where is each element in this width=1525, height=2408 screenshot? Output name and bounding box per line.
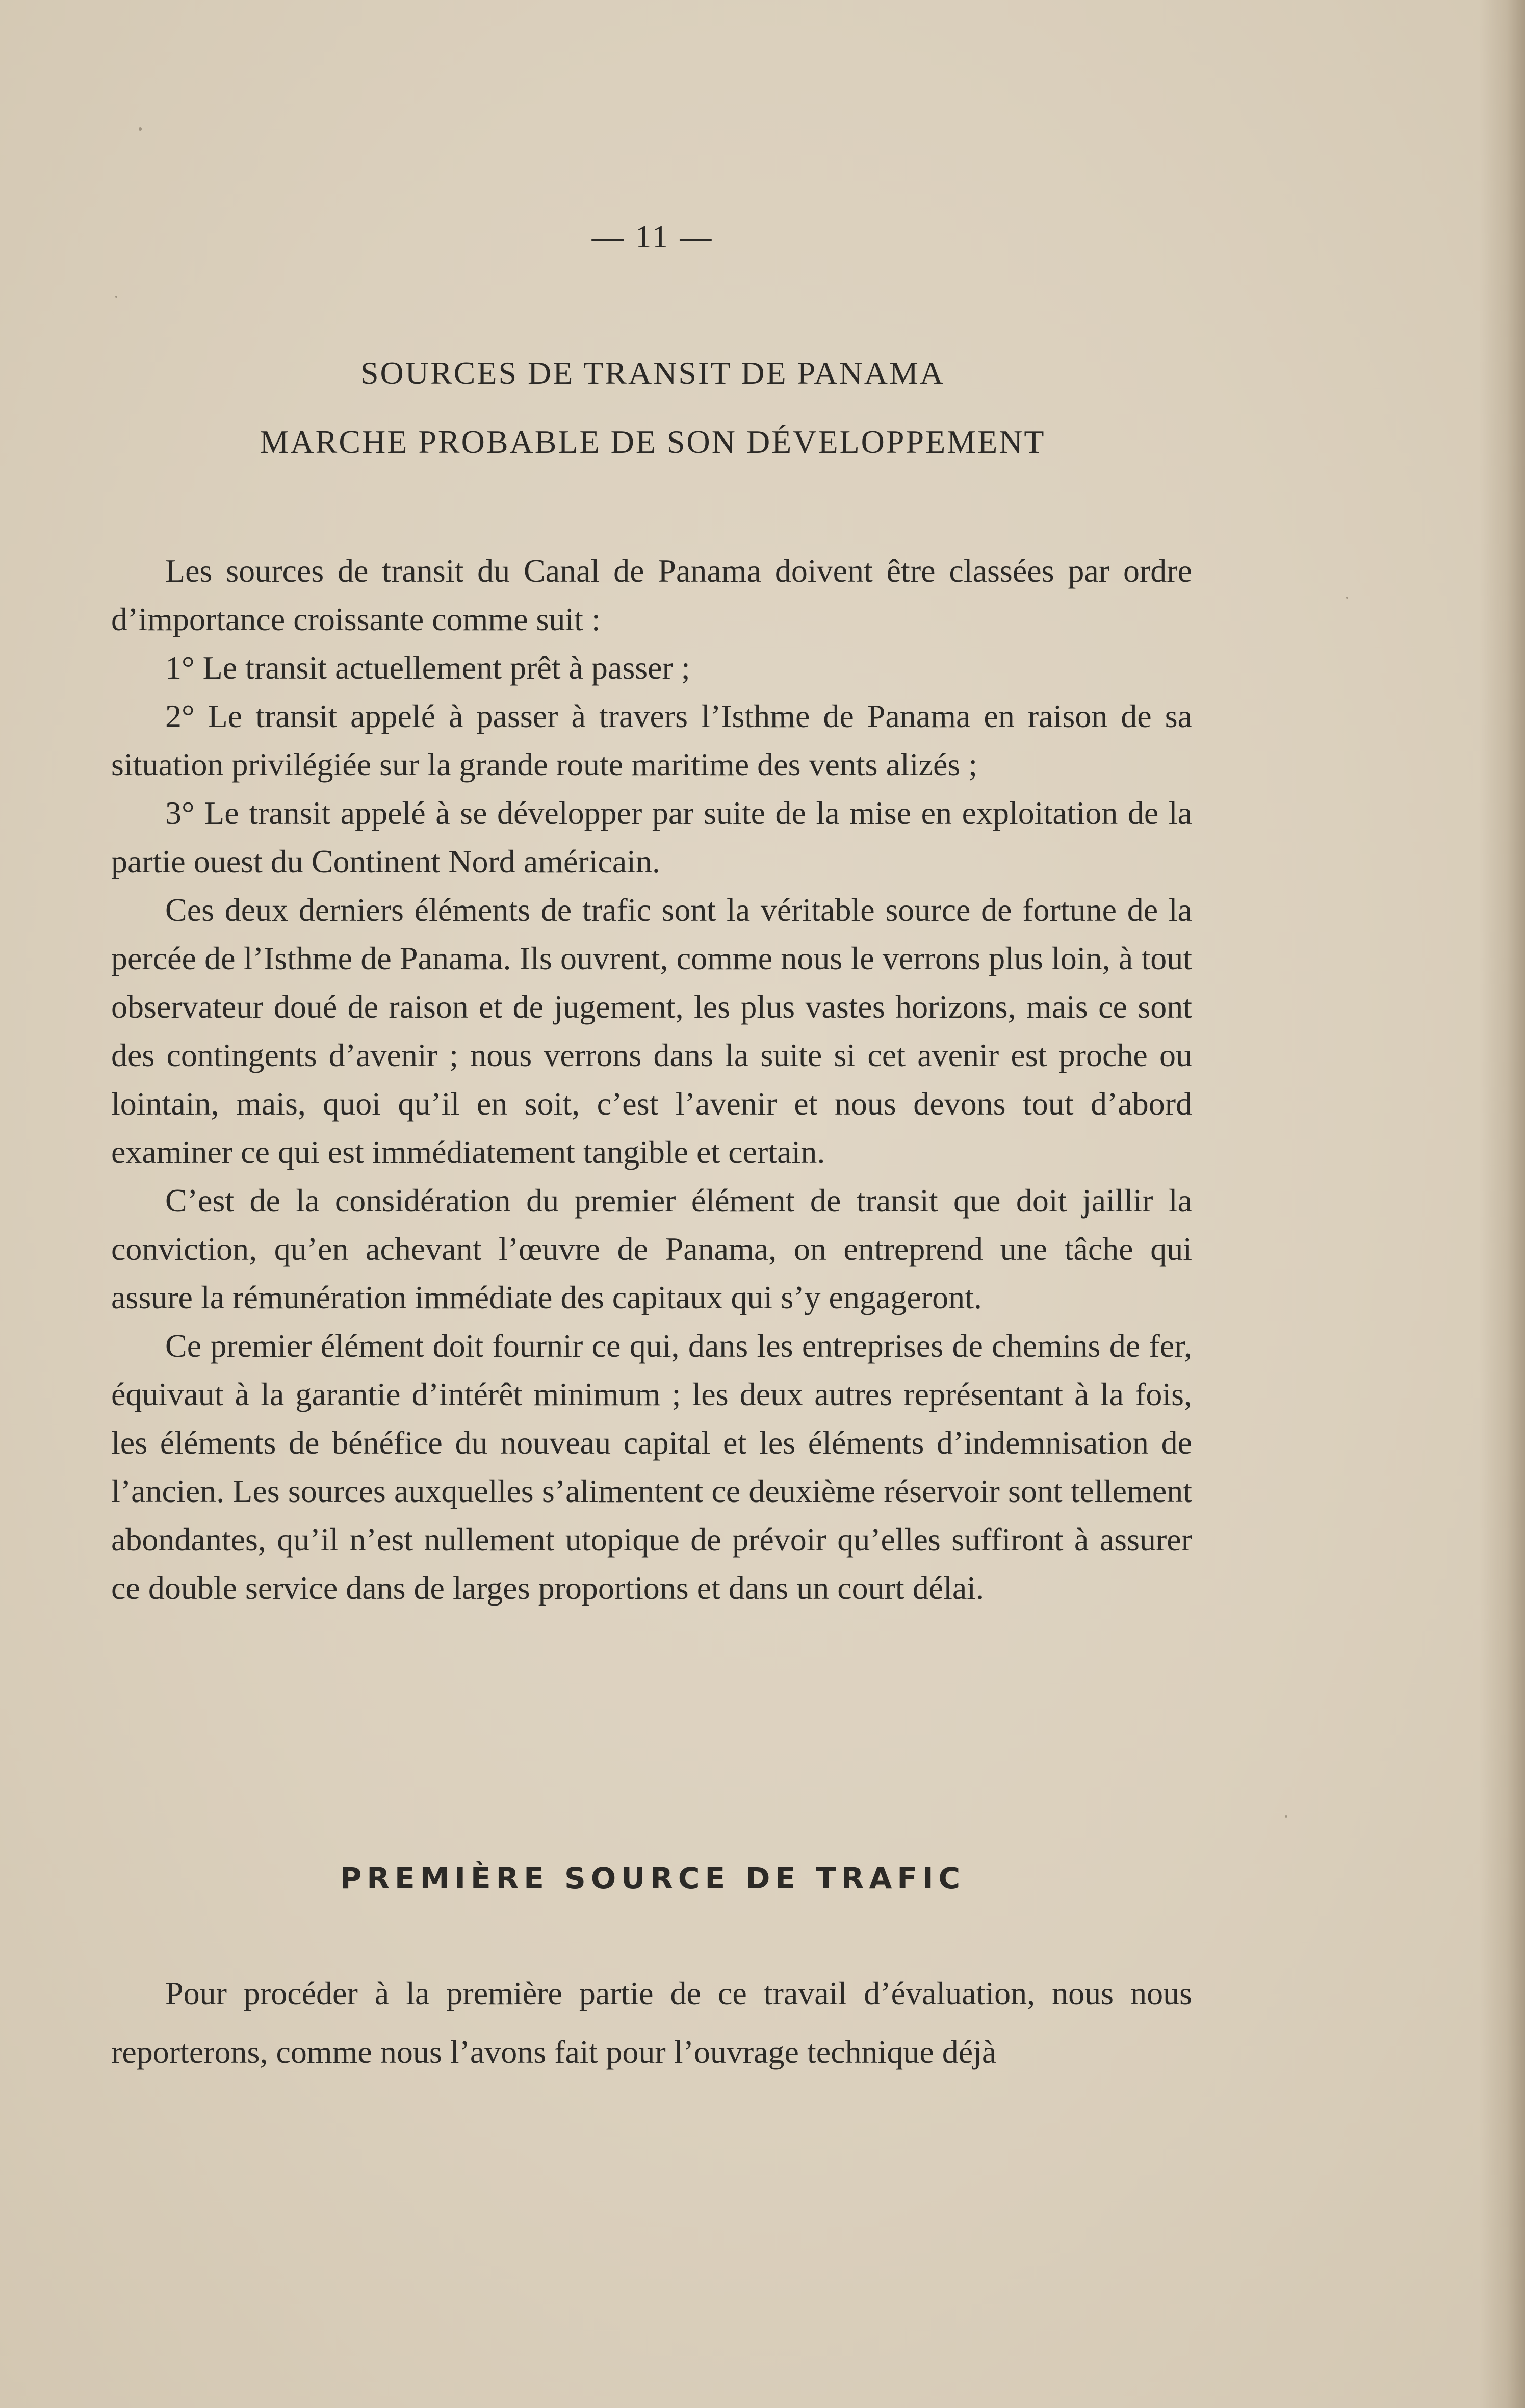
paragraph-conviction: C’est de la considération du premier élément de transit que doit jaillir la conviction, qu’en achevant l’œuvre de Panama, on entreprend une tâche qui assure la rémunération immédiate des capitaux qui s’y engageront. [111,1182,1192,1315]
main-text [111,547,1192,1612]
paper-speck [115,296,117,298]
page-edge-shadow [1479,0,1525,2408]
paragraph-section-start: Pour procéder à la première partie de ce travail d’évaluation, nous nous reporterons, comme nous l’avons fait pour l’ouvrage technique déjà [111,1975,1192,2070]
list-item-3: 3° Le transit appelé à se développer par suite de la mise en exploitation de la partie ouest du Continent Nord américain. [111,795,1192,879]
section-title: PREMIÈRE SOURCE DE TRAFIC [340,1861,966,1896]
section-text [111,1964,1192,2081]
chapter-heading-line-1: SOURCES DE TRANSIT DE PANAMA [360,355,945,391]
paper-speck [1346,597,1348,599]
paragraph-trafic-elements: Ces deux derniers éléments de trafic sont la véritable source de fortune de la percée de l’Isthme de Panama. Ils ouvrent, comme nous le verrons plus loin, à tout observateur doué de raison et de jugement, les plus vastes horizons, mais ce sont des contingents d’avenir ; nous verrons dans la suite si cet avenir est proche ou lointain, mais, quoi qu’il en soit, c’est l’avenir et nous devons tout d’abord examiner ce qui est immédiatement tangible et certain. [111,892,1192,1170]
list-item-2: 2° Le transit appelé à passer à travers l’Isthme de Panama en raison de sa situation privilégiée sur la grande route maritime des vents alizés ; [111,698,1192,783]
paper-speck [1285,1815,1287,1818]
list-item-1: 1° Le transit actuellement prêt à passer ; [165,650,690,686]
chapter-heading-line-2: MARCHE PROBABLE DE SON DÉVELOPPEMENT [260,424,1046,460]
paragraph-intro: Les sources de transit du Canal de Panama doivent être classées par ordre d’importance croissante comme suit : [111,553,1192,637]
paragraph-premier-element: Ce premier élément doit fournir ce qui, dans les entreprises de chemins de fer, équivaut à la garantie d’intérêt minimum ; les deux autres représentant à la fois, les éléments de bénéfice du nouveau capital et les éléments d’indemnisation de l’ancien. Les sources auxquelles s’alimentent ce deuxième réservoir sont tellement abondantes, qu’il n’est nullement utopique de prévoir qu’elles suffiront à assurer ce double service dans de larges proportions et dans un court délai. [111,1328,1192,1606]
page-number: — 11 — [591,220,714,254]
paper-speck [139,127,142,131]
